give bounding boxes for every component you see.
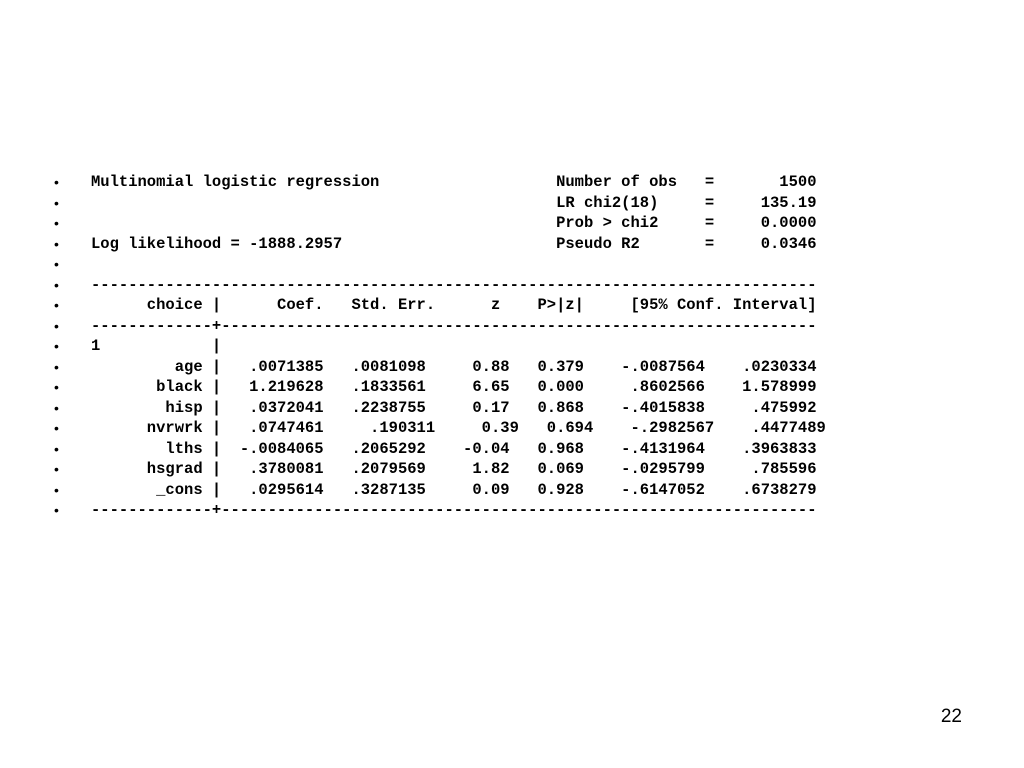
- bullet-icon: •: [54, 461, 59, 477]
- output-line: [54, 398, 826, 419]
- output-line-text: lths | -.0084065 .2065292 -0.04 0.968 -.4131964 .3963833: [91, 439, 817, 458]
- bullet-icon: •: [54, 235, 59, 252]
- bullet-icon: •: [54, 215, 59, 231]
- output-line-text: hisp | .0372041 .2238755 0.17 0.868 -.4015838 .475992: [91, 398, 817, 417]
- bullet-icon: •: [54, 256, 59, 272]
- bullet-icon: •: [54, 338, 59, 354]
- output-line: [54, 193, 826, 214]
- output-line: [54, 500, 826, 521]
- output-line: [54, 295, 826, 316]
- output-line-text: nvrwrk | .0747461 .190311 0.39 0.694 -.2982567 .4477489: [91, 419, 826, 437]
- output-line: [54, 234, 826, 255]
- output-line-text: 1 |: [91, 337, 222, 355]
- bullet-icon: •: [54, 358, 59, 375]
- regression-output: [54, 172, 826, 521]
- bullet-icon: •: [54, 379, 59, 395]
- bullet-icon: •: [54, 399, 59, 416]
- output-line: [54, 213, 826, 234]
- output-line: [54, 316, 826, 337]
- output-line: [54, 480, 826, 501]
- output-line: [54, 336, 826, 357]
- bullet-icon: •: [54, 481, 59, 498]
- output-line: [54, 439, 826, 460]
- output-line: [54, 377, 826, 398]
- output-line-text: -------------+----------------------------------------------------------------: [91, 316, 817, 335]
- output-line-text: choice | Coef. Std. Err. z P>|z| [95% Conf. Interval]: [91, 296, 817, 314]
- bullet-icon: •: [54, 420, 59, 436]
- output-line-text: hsgrad | .3780081 .2079569 1.82 0.069 -.0295799 .785596: [91, 460, 817, 478]
- output-line-text: Log likelihood = -1888.2957 Pseudo R2 = 0.0346: [91, 234, 817, 253]
- output-line: [54, 357, 826, 378]
- output-line: [54, 275, 826, 296]
- bullet-icon: •: [54, 194, 59, 211]
- output-line-text: black | 1.219628 .1833561 6.65 0.000 .8602566 1.578999: [91, 378, 817, 396]
- output-line: [54, 172, 826, 193]
- bullet-icon: •: [54, 174, 59, 190]
- output-line-text: ------------------------------------------------------------------------------: [91, 275, 817, 294]
- output-line-text: LR chi2(18) = 135.19: [91, 193, 817, 212]
- bullet-icon: •: [54, 297, 59, 313]
- output-line-text: _cons | .0295614 .3287135 0.09 0.928 -.6147052 .6738279: [91, 480, 817, 499]
- slide-page-number: 22: [940, 706, 962, 727]
- output-line: [54, 418, 826, 439]
- output-line-text: -------------+----------------------------------------------------------------: [91, 501, 817, 519]
- output-line: [54, 254, 826, 275]
- output-line: [54, 459, 826, 480]
- bullet-icon: •: [54, 502, 59, 518]
- bullet-icon: •: [54, 317, 59, 334]
- output-line-text: age | .0071385 .0081098 0.88 0.379 -.0087564 .0230334: [91, 357, 817, 376]
- bullet-icon: •: [54, 440, 59, 457]
- bullet-icon: •: [54, 276, 59, 293]
- output-line-text: Multinomial logistic regression Number of obs = 1500: [91, 173, 817, 191]
- output-line-text: Prob > chi2 = 0.0000: [91, 214, 817, 232]
